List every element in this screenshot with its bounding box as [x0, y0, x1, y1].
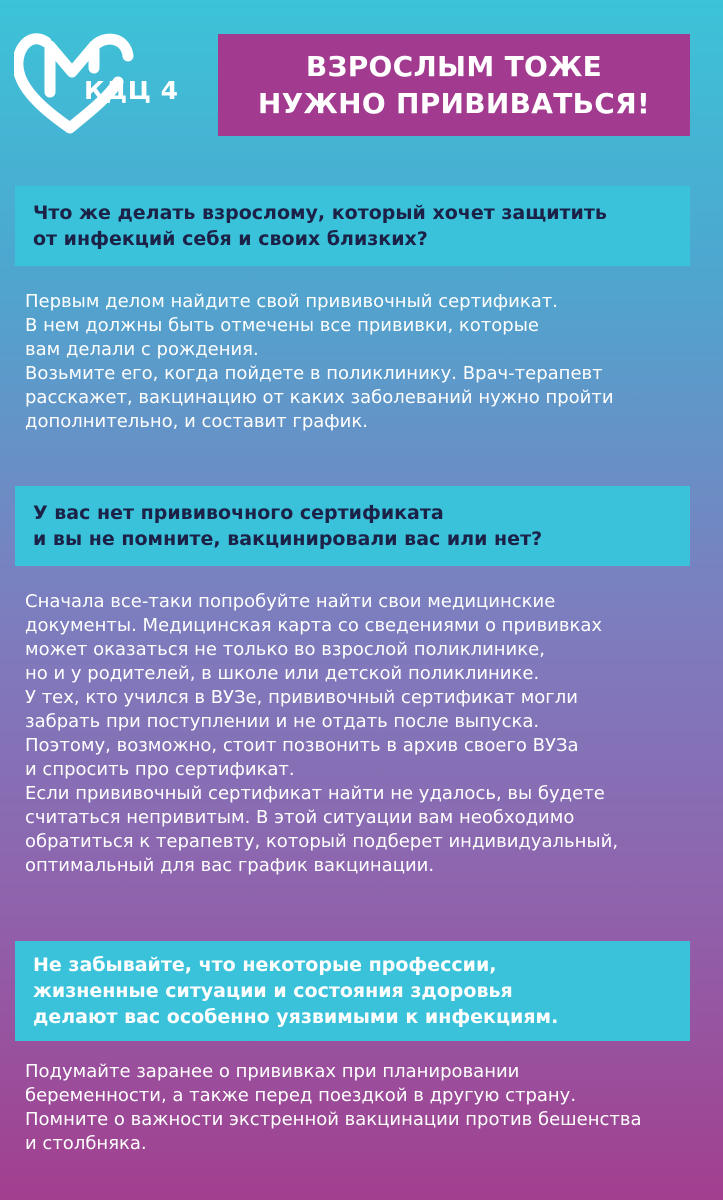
paragraph-line: Подумайте заранее о прививках при планировании: [25, 1061, 520, 1082]
question-banner-3: [15, 941, 690, 1041]
paragraph-line: расскажет, вакцинацию от каких заболеваний нужно пройти: [25, 387, 614, 408]
question-line: У вас нет прививочного сертификата: [33, 502, 444, 524]
question-line: делают вас особенно уязвимыми к инфекциям.: [33, 1006, 559, 1028]
title-line: ВЗРОСЛЫМ ТОЖЕ: [305, 50, 603, 83]
paragraph-line: может оказаться не только во взрослой поликлинике,: [25, 639, 545, 660]
title-banner: [218, 34, 690, 136]
logo: [14, 30, 189, 140]
paragraph-2: [25, 590, 705, 878]
paragraph-1: [25, 290, 705, 434]
paragraph-line: Поэтому, возможно, стоит позвонить в архив своего ВУЗа: [25, 735, 579, 756]
paragraph-line: документы. Медицинская карта со сведениями о прививках: [25, 615, 603, 636]
paragraph-line: забрать при поступлении и не отдать после выпуска.: [25, 711, 540, 732]
paragraph-line: беременности, а также перед поездкой в другую страну.: [25, 1085, 577, 1106]
title-line: НУЖНО ПРИВИВАТЬСЯ!: [257, 87, 651, 120]
logo-text: КДЦ 4: [84, 76, 179, 105]
paragraph-line: обратиться к терапевту, который подберет индивидуальный,: [25, 831, 619, 852]
paragraph-line: но и у родителей, в школе или детской поликлинике.: [25, 663, 540, 684]
paragraph-line: дополнительно, и составит график.: [25, 411, 368, 432]
question-line: и вы не помните, вакцинировали вас или нет?: [33, 528, 543, 550]
question-line: жизненные ситуации и состояния здоровья: [33, 980, 513, 1002]
paragraph-line: Первым делом найдите свой прививочный сертификат.: [25, 291, 558, 312]
question-line: от инфекций себя и своих близких?: [33, 228, 428, 250]
question-banner-1: [15, 186, 690, 266]
paragraph-line: и столбняка.: [25, 1133, 147, 1154]
paragraph-line: и спросить про сертификат.: [25, 759, 295, 780]
paragraph-line: Возьмите его, когда пойдете в поликлинику. Врач-терапевт: [25, 363, 603, 384]
paragraph-line: Помните о важности экстренной вакцинации против бешенства: [25, 1109, 642, 1130]
paragraph-line: Если прививочный сертификат найти не удалось, вы будете: [25, 783, 605, 804]
question-line: Не забывайте, что некоторые профессии,: [33, 954, 497, 976]
question-line: Что же делать взрослому, который хочет защитить: [33, 202, 607, 224]
paragraph-line: вам делали с рождения.: [25, 339, 259, 360]
paragraph-line: оптимальный для вас график вакцинации.: [25, 855, 435, 876]
paragraph-line: считаться непривитым. В этой ситуации вам необходимо: [25, 807, 575, 828]
question-banner-2: [15, 486, 690, 566]
paragraph-line: У тех, кто учился в ВУЗе, прививочный сертификат могли: [25, 687, 578, 708]
paragraph-line: В нем должны быть отмечены все прививки, которые: [25, 315, 540, 336]
paragraph-line: Сначала все-таки попробуйте найти свои медицинские: [25, 591, 556, 612]
paragraph-3: [25, 1060, 705, 1156]
